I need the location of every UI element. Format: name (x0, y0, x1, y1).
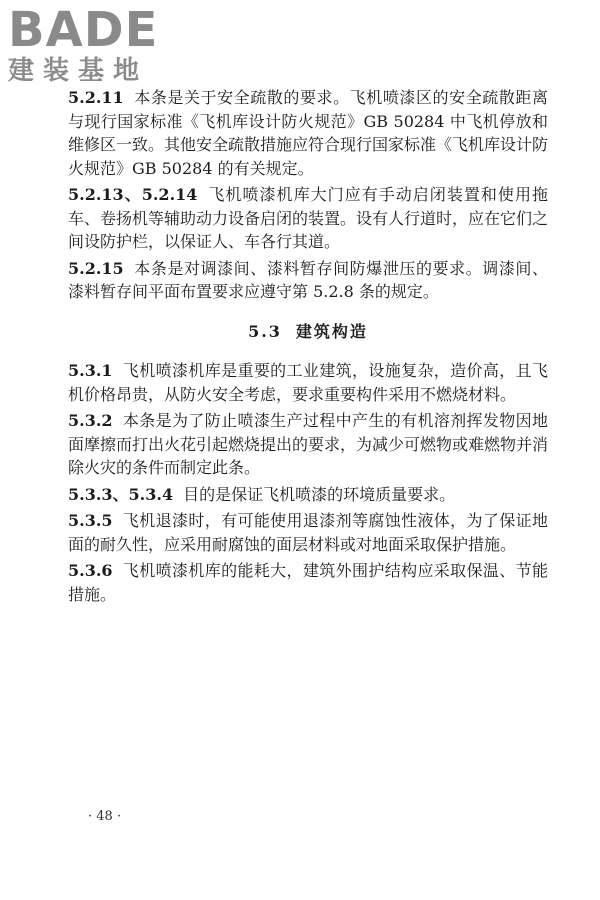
section-heading (68, 320, 548, 344)
clause-5-3-2 (68, 409, 548, 480)
clause-text: 本条是对调漆间、漆料暂存间防爆泄压的要求。调漆间、漆料暂存间平面布置要求应遵守第 5.2.8 条的规定。 (68, 258, 548, 301)
clause-5-3-5 (68, 509, 548, 556)
clause-text: 飞机喷漆机库是重要的工业建筑，设施复杂，造价高，且飞机价格昂贵，从防火安全考虑，要求重要构件采用不燃烧材料。 (68, 361, 548, 404)
clause-text: 本条是关于安全疏散的要求。飞机喷漆区的安全疏散距离与现行国家标准《飞机库设计防火规范》GB 50284 中飞机停放和维修区一致。其他安全疏散措施应符合现行国家标准《飞机库设计防火规范》GB 50284 的有关规定。 (68, 88, 549, 178)
clause-text: 目的是保证飞机喷漆的环境质量要求。 (183, 484, 456, 504)
clause-text: 飞机喷漆机库的能耗大，建筑外围护结构应采取保温、节能措施。 (68, 561, 548, 604)
logo (8, 2, 178, 86)
clause-text: 飞机退漆时，有可能使用退漆剂等腐蚀性液体，为了保证地面的耐久性，应采用耐腐蚀的面层材料或对地面采取保护措施。 (68, 511, 548, 554)
clause-5-2-15 (68, 257, 548, 304)
clause-number: 5.3.6 (68, 561, 113, 580)
clause-number: 5.3.5 (68, 511, 113, 530)
logo-latin-text: BADE (8, 2, 159, 58)
document-body (68, 86, 548, 609)
clause-5-3-1 (68, 359, 548, 406)
clause-text: 飞机喷漆机库大门应有手动启闭装置和使用拖车、卷扬机等辅助动力设备启闭的装置。设有人行道时，应在它们之间设防护栏，以保证人、车各行其道。 (68, 185, 549, 251)
clause-number: 5.2.13、5.2.14 (68, 185, 198, 204)
clause-number: 5.3.1 (68, 361, 113, 380)
section-title-text: 建筑构造 (295, 321, 368, 341)
clause-number: 5.3.2 (68, 411, 113, 430)
clause-text: 本条是为了防止喷漆生产过程中产生的有机溶剂挥发物因地面摩擦而打出火花引起燃烧提出的要求，为减少可燃物或难燃物并消除火灾的条件而制定此条。 (68, 411, 549, 477)
clause-number: 5.2.11 (68, 88, 124, 107)
section-number: 5.3 (248, 321, 282, 341)
page-number: · 48 · (88, 809, 122, 824)
clause-5-3-6 (68, 559, 548, 606)
clause-number: 5.3.3、5.3.4 (68, 484, 174, 504)
clause-number: 5.2.15 (68, 258, 124, 278)
logo-chinese-text: 建装基地 (8, 56, 149, 86)
clause-5-2-13-14 (68, 183, 548, 254)
clause-5-2-11 (68, 86, 548, 180)
clause-5-3-3-4 (68, 483, 548, 507)
